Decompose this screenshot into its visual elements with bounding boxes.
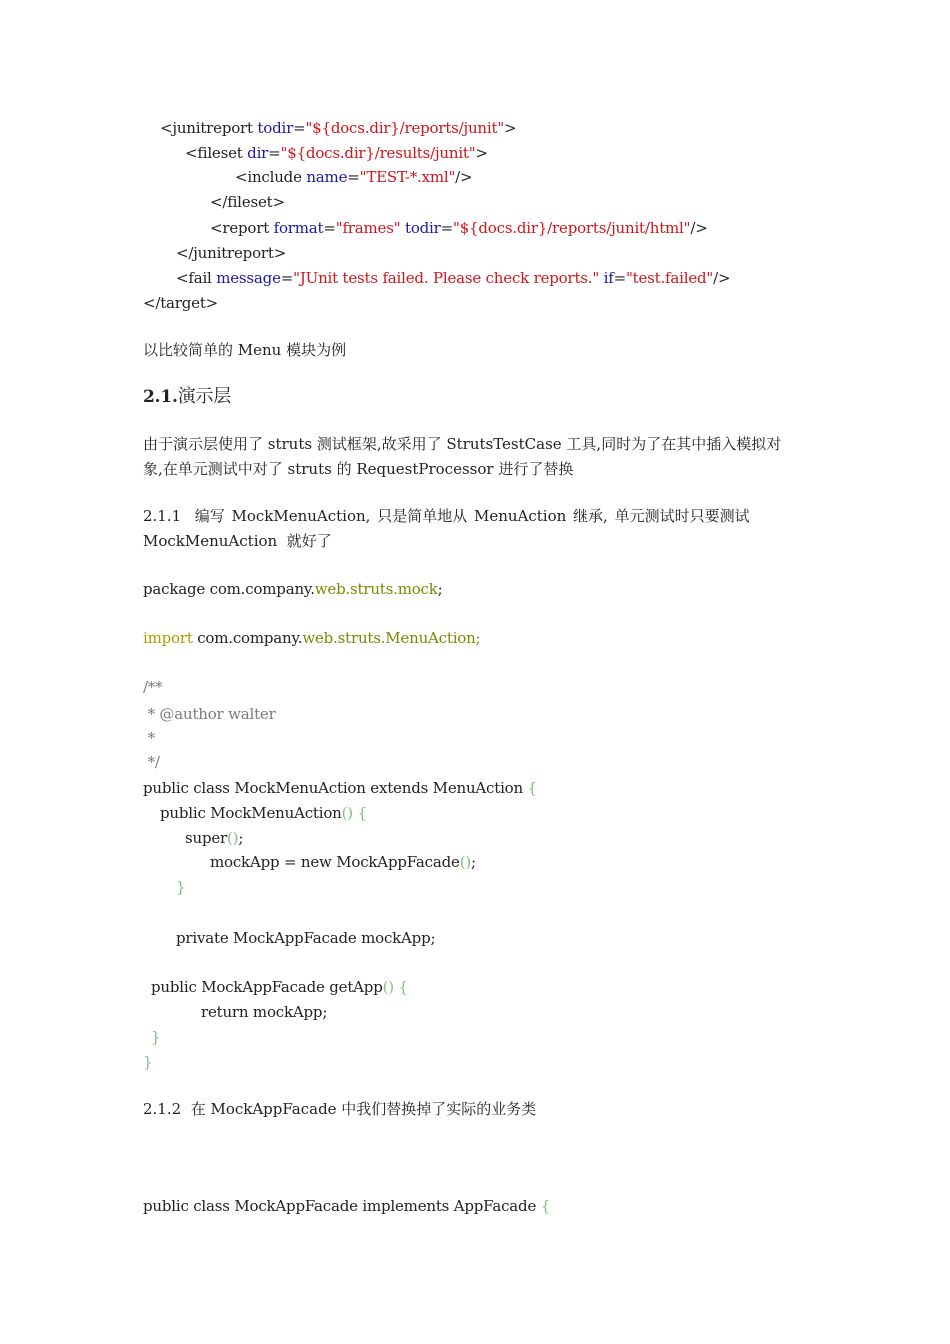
xml-value: "test.failed" (625, 269, 714, 287)
code-text: package com.company. (143, 580, 315, 598)
code-brace: } (151, 1028, 161, 1046)
code-brace: () (459, 853, 472, 871)
paragraph-line: 象,在单元测试中对了 struts 的 RequestProcessor 进行了替换 (143, 460, 574, 478)
code-class-declaration (143, 1196, 550, 1216)
xml-attr: dir (247, 144, 269, 162)
code-text: super (185, 829, 228, 847)
xml-eq: = (293, 119, 306, 137)
paragraph-line: 2.1.2 在 MockAppFacade 中我们替换掉了实际的业务类 (143, 1100, 537, 1118)
xml-attr: if (599, 269, 614, 287)
xml-value: "TEST-*.xml" (359, 168, 456, 186)
xml-attr: message (216, 269, 281, 287)
xml-eq: = (347, 168, 360, 186)
code-text: mockApp = new MockAppFacade (210, 853, 460, 871)
xml-close: > (504, 119, 517, 137)
code-brace: () (227, 829, 239, 847)
xml-target-close: </target> (143, 294, 219, 312)
code-comment: /** (143, 678, 163, 696)
xml-fail (176, 268, 730, 288)
xml-tag: <junitreport (160, 119, 258, 137)
xml-attr: todir (257, 119, 294, 137)
code-constructor (160, 803, 367, 823)
code-text: ; (238, 829, 244, 847)
code-package-name: web.struts.mock (314, 580, 438, 598)
xml-tag: <include (235, 168, 307, 186)
code-brace: { (540, 1197, 551, 1215)
xml-close: /> (690, 219, 708, 237)
xml-tag: <fileset (185, 144, 248, 162)
xml-eq: = (440, 219, 453, 237)
code-text: ; (471, 853, 476, 871)
xml-include (235, 167, 472, 187)
code-text: ; (437, 580, 443, 598)
xml-value: "${docs.dir}/results/junit" (280, 144, 476, 162)
xml-attr: todir (400, 219, 441, 237)
xml-eq: = (613, 269, 626, 287)
xml-value: "JUnit tests failed. Please check reports." (293, 269, 600, 287)
code-comment: */ (143, 753, 160, 771)
code-keyword: import (143, 629, 193, 647)
code-assignment (210, 852, 476, 872)
section-number: 2.1. (143, 387, 178, 407)
code-brace: } (176, 878, 186, 896)
xml-eq: = (268, 144, 281, 162)
paragraph-line: 由于演示层使用了 struts 测试框架,故采用了 StrutsTestCase 工具,同时为了在其中插入模拟对 (143, 435, 782, 453)
code-package-name: web.struts.MenuAction; (302, 629, 481, 647)
xml-value: "${docs.dir}/reports/junit" (305, 119, 505, 137)
intro-text: 以比较简单的 Menu 模块为例 (143, 341, 347, 359)
xml-close: /> (713, 269, 731, 287)
code-brace: () { (341, 804, 367, 822)
section-title: 演示层 (177, 386, 232, 407)
xml-report (210, 218, 708, 238)
code-super-call (185, 828, 243, 848)
xml-close: /> (455, 168, 473, 186)
xml-attr: format (273, 219, 324, 237)
code-brace: } (143, 1053, 153, 1071)
xml-close: > (475, 144, 488, 162)
xml-fileset-close: </fileset> (210, 193, 285, 211)
code-import (143, 628, 480, 648)
xml-tag: <report (210, 219, 274, 237)
xml-eq: = (280, 269, 294, 287)
xml-junitreport-close: </junitreport> (176, 244, 287, 262)
xml-tag: <fail (176, 269, 217, 287)
xml-junitreport-open (160, 118, 516, 138)
code-comment: * (143, 729, 155, 747)
xml-eq: = (323, 219, 336, 237)
code-getter (151, 977, 408, 997)
code-text: public class MockAppFacade implements AppFacade (143, 1197, 541, 1215)
code-field: private MockAppFacade mockApp; (176, 929, 436, 947)
xml-fileset-open (185, 143, 488, 163)
xml-value: "frames" (335, 219, 401, 237)
code-return: return mockApp; (201, 1003, 328, 1021)
code-text: com.company. (192, 629, 303, 647)
code-class-declaration (143, 778, 537, 798)
code-text: public class MockMenuAction extends MenuAction (143, 779, 528, 797)
code-brace: () { (382, 978, 408, 996)
code-text: public MockAppFacade getApp (151, 978, 383, 996)
code-text: public MockMenuAction (160, 804, 342, 822)
section-heading (143, 386, 231, 408)
code-comment: * @author walter (143, 705, 276, 723)
paragraph-line: MockMenuAction 就好了 (143, 532, 332, 550)
code-package (143, 579, 443, 599)
code-brace: { (527, 779, 537, 797)
paragraph-line: 2.1.1 编写 MockMenuAction, 只是简单地从 MenuAction 继承, 单元测试时只要测试 (143, 507, 750, 525)
xml-attr: name (306, 168, 348, 186)
xml-value: "${docs.dir}/reports/junit/html" (453, 219, 691, 237)
